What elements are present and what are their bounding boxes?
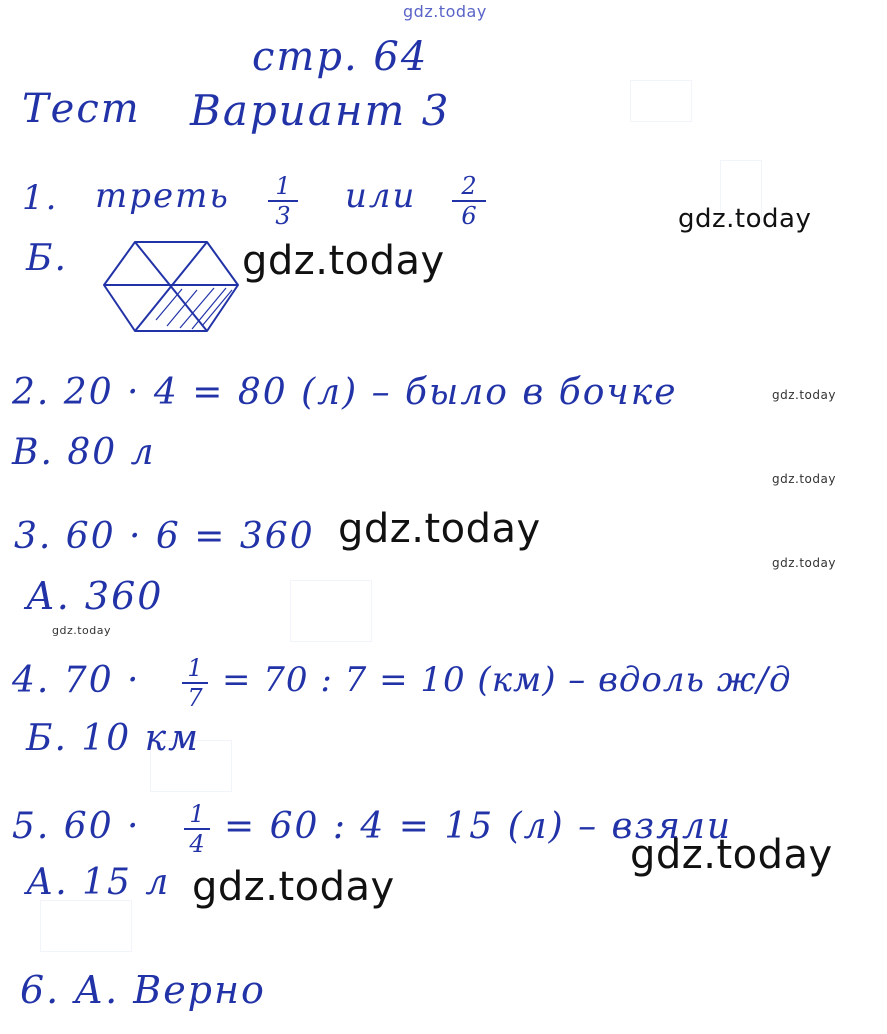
watermark-9: gdz.today: [192, 864, 395, 910]
q1-frac2-denominator: 6: [461, 202, 477, 230]
q6-line: 6. А. Верно: [20, 968, 266, 1012]
watermark-top: gdz.today: [403, 2, 487, 21]
q5-frac-numerator: 1: [189, 800, 205, 828]
test-title: Тест: [22, 86, 141, 132]
q3-line: 3. 60 · 6 = 360: [14, 516, 315, 557]
q5-answer: А. 15 л: [26, 862, 171, 903]
variant-title: Вариант 3: [190, 86, 451, 135]
q5-frac-denominator: 4: [189, 830, 205, 858]
q4-answer: Б. 10 км: [26, 718, 200, 759]
q4-rest: = 70 : 7 = 10 (км) – вдоль ж/д: [222, 660, 792, 700]
faint-grid-3: [290, 580, 372, 642]
watermark-4: gdz.today: [772, 472, 836, 486]
watermark-8: gdz.today: [630, 832, 833, 878]
q4-fraction: [182, 656, 208, 710]
q1-frac1-denominator: 3: [275, 202, 291, 230]
q1-frac2-numerator: 2: [461, 172, 477, 200]
q5-fraction: [184, 802, 210, 856]
watermark-3: gdz.today: [772, 388, 836, 402]
q1-label: 1.: [22, 178, 59, 218]
watermark-6: gdz.today: [772, 556, 836, 570]
page-number: стр. 64: [252, 34, 429, 80]
q1-text: треть: [95, 176, 230, 216]
q4-frac-denominator: 7: [187, 684, 203, 712]
q1-fraction-2: [452, 174, 486, 228]
q1-frac1-numerator: 1: [275, 172, 291, 200]
watermark-5: gdz.today: [338, 506, 541, 552]
q4-start: 4. 70 ·: [12, 660, 141, 701]
watermark-7: gdz.today: [52, 624, 112, 637]
q5-rest: = 60 : 4 = 15 (л) – взяли: [224, 806, 733, 847]
q4-frac-numerator: 1: [187, 654, 203, 682]
q1-answer: Б.: [26, 238, 68, 279]
faint-grid-5: [40, 900, 132, 952]
watermark-1: gdz.today: [678, 204, 812, 234]
q1-fraction-1: [268, 174, 298, 228]
faint-grid-1: [630, 80, 692, 122]
q2-line: 2. 20 · 4 = 80 (л) – было в бочке: [12, 372, 678, 413]
hexagon-drawing: [102, 238, 242, 338]
q2-answer: В. 80 л: [12, 432, 156, 473]
q5-start: 5. 60 ·: [12, 806, 141, 847]
q3-answer: А. 360: [26, 574, 164, 618]
watermark-2: gdz.today: [242, 238, 445, 284]
q1-or: или: [345, 176, 417, 216]
